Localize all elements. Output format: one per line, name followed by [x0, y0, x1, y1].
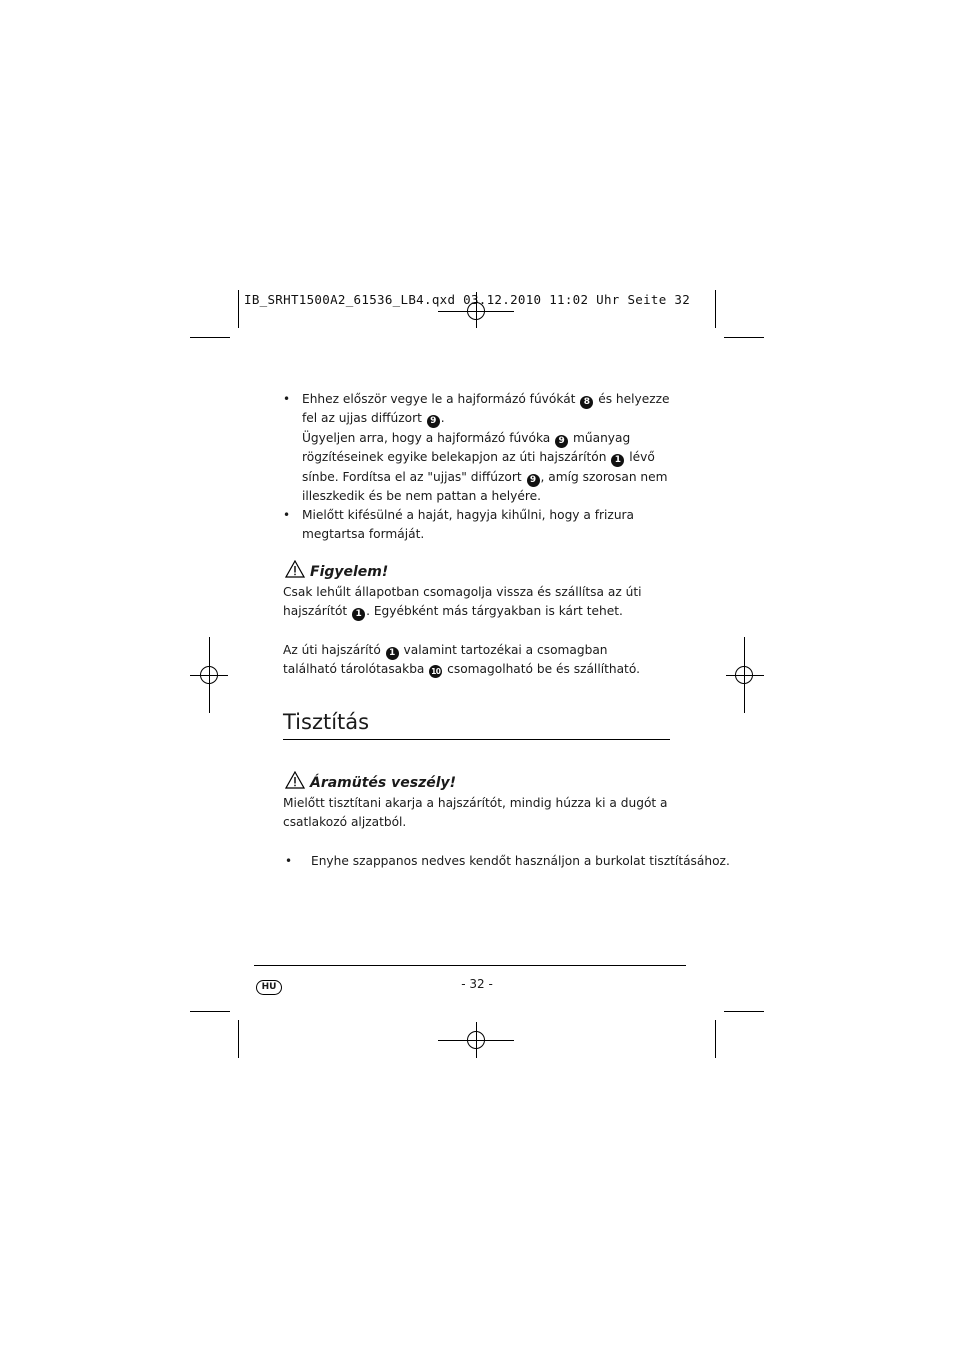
language-badge: HU — [256, 980, 282, 995]
part-number-badge: 8 — [580, 396, 593, 409]
part-number-badge: 1 — [352, 608, 365, 621]
bullet-item-cooling: Mielőtt kifésülné a haját, hagyja kihűlni, hogy a frizura megtartsa formáját. — [302, 508, 635, 542]
electric-shock-warning-text: Mielőtt tisztítani akarja a hajszárítót, mindig húzza ki a dugót a csatlakozó aljzatból. — [283, 796, 668, 830]
part-number-badge: 1 — [611, 454, 624, 467]
cleaning-bullet: Enyhe szappanos nedves kendőt használjon a burkolat tisztításához. — [311, 854, 730, 868]
warning-triangle-icon — [285, 560, 305, 578]
bullet-marker: • — [283, 392, 291, 406]
registration-mark-icon — [200, 666, 218, 684]
registration-mark-icon — [735, 666, 753, 684]
heading-rule — [283, 739, 670, 740]
storage-paragraph: Az úti hajszárító 1 valamint tartozékai a csomagban található tárolótasakba 10 csomagolható be és szállítható. — [283, 643, 640, 677]
bullet-item-diffuser: Ehhez először vegye le a hajformázó fúvókát 8 és helyezze fel az ujjas diffúzort 9 . Ügyeljen arra, hogy a hajformázó fúvóka 9 műanyag rögzítéseinek egyike belekapjon az úti hajszárítón 1 lévő sínbe. Fordítsa el az "ujjas" diffúzort 9 , amíg szorosan nem illeszkedik és be nem pattan a helyére. — [302, 392, 670, 504]
registration-mark-icon — [467, 1031, 485, 1049]
page-number: - 32 - — [461, 977, 493, 991]
bullet-marker: • — [283, 508, 291, 522]
print-slug: IB_SRHT1500A2_61536_LB4.qxd 03.12.2010 11:02 Uhr Seite 32 — [244, 292, 691, 307]
electric-shock-warning-heading: Áramütés veszély! — [285, 771, 456, 791]
part-number-badge: 9 — [555, 435, 568, 448]
warning-text: Csak lehűlt állapotban csomagolja vissza és szállítsa az úti hajszárítót 1 . Egyébként más tárgyakban is kárt tehet. — [283, 585, 642, 620]
section-heading: Tisztítás — [283, 710, 370, 734]
bullet-marker: • — [285, 854, 293, 868]
warning-heading: Figyelem! — [285, 560, 388, 580]
part-number-badge: 9 — [427, 415, 440, 428]
footer-rule — [254, 965, 686, 966]
part-number-badge: 1 — [386, 647, 399, 660]
registration-mark-icon — [467, 302, 485, 320]
part-number-badge: 9 — [527, 474, 540, 487]
warning-triangle-icon — [285, 771, 305, 789]
part-number-badge: 10 — [431, 667, 441, 677]
